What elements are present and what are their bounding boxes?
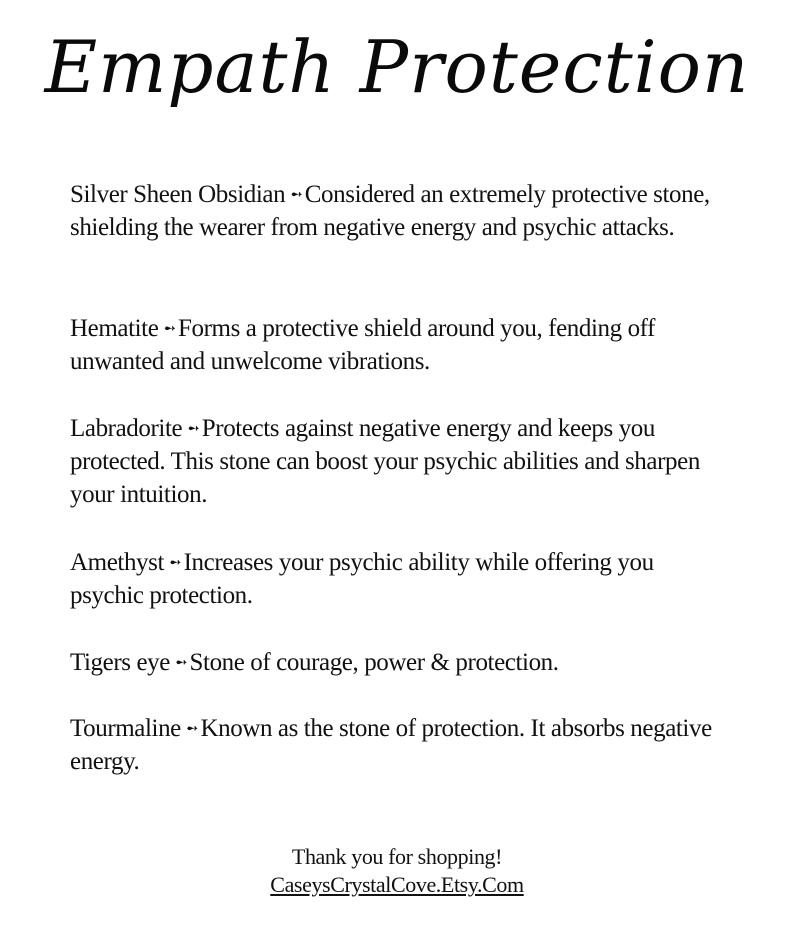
stone-name: Labradorite — [70, 415, 183, 442]
stone-entry-amethyst — [70, 546, 730, 612]
stone-description: Stone of courage, power & protection. — [189, 649, 559, 676]
stone-name: Tigers eye — [70, 649, 170, 676]
stone-name: Tourmaline — [70, 715, 181, 742]
stone-entry-labradorite — [70, 412, 730, 511]
stone-description: Forms a protective shield around you, fending off unwanted and unwelcome vibrations. — [70, 315, 656, 375]
arrow-icon: ➻ — [290, 185, 301, 203]
shop-link[interactable]: CaseysCrystalCove.Etsy.Com — [270, 872, 524, 897]
footer — [0, 843, 794, 899]
thank-you-text: Thank you for shopping! — [291, 844, 503, 869]
stone-description: Considered an extremely protective stone, shielding the wearer from negative energy and psychic attacks. — [70, 181, 710, 241]
arrow-icon: ➻ — [185, 719, 197, 737]
stone-entry-hematite — [70, 312, 730, 378]
stone-name: Silver Sheen Obsidian — [70, 181, 286, 208]
stone-entry-tourmaline — [70, 712, 730, 778]
page-title: Empath Protection — [44, 25, 750, 109]
arrow-icon: ➻ — [163, 319, 175, 337]
stone-name: Amethyst — [70, 549, 165, 576]
stone-entry-silver-sheen-obsidian — [70, 178, 730, 244]
stone-description: Known as the stone of protection. It absorbs negative energy. — [70, 715, 712, 775]
stone-description: Protects against negative energy and keeps you protected. This stone can boost your psychic abilities and sharpen your intuition. — [70, 415, 700, 508]
stone-description: Increases your psychic ability while offering you psychic protection. — [70, 549, 654, 609]
arrow-icon: ➻ — [187, 419, 198, 437]
stone-entry-tigers-eye — [70, 646, 730, 679]
stone-name: Hematite — [70, 315, 159, 342]
arrow-icon: ➻ — [169, 553, 180, 571]
arrow-icon: ➻ — [174, 653, 186, 671]
